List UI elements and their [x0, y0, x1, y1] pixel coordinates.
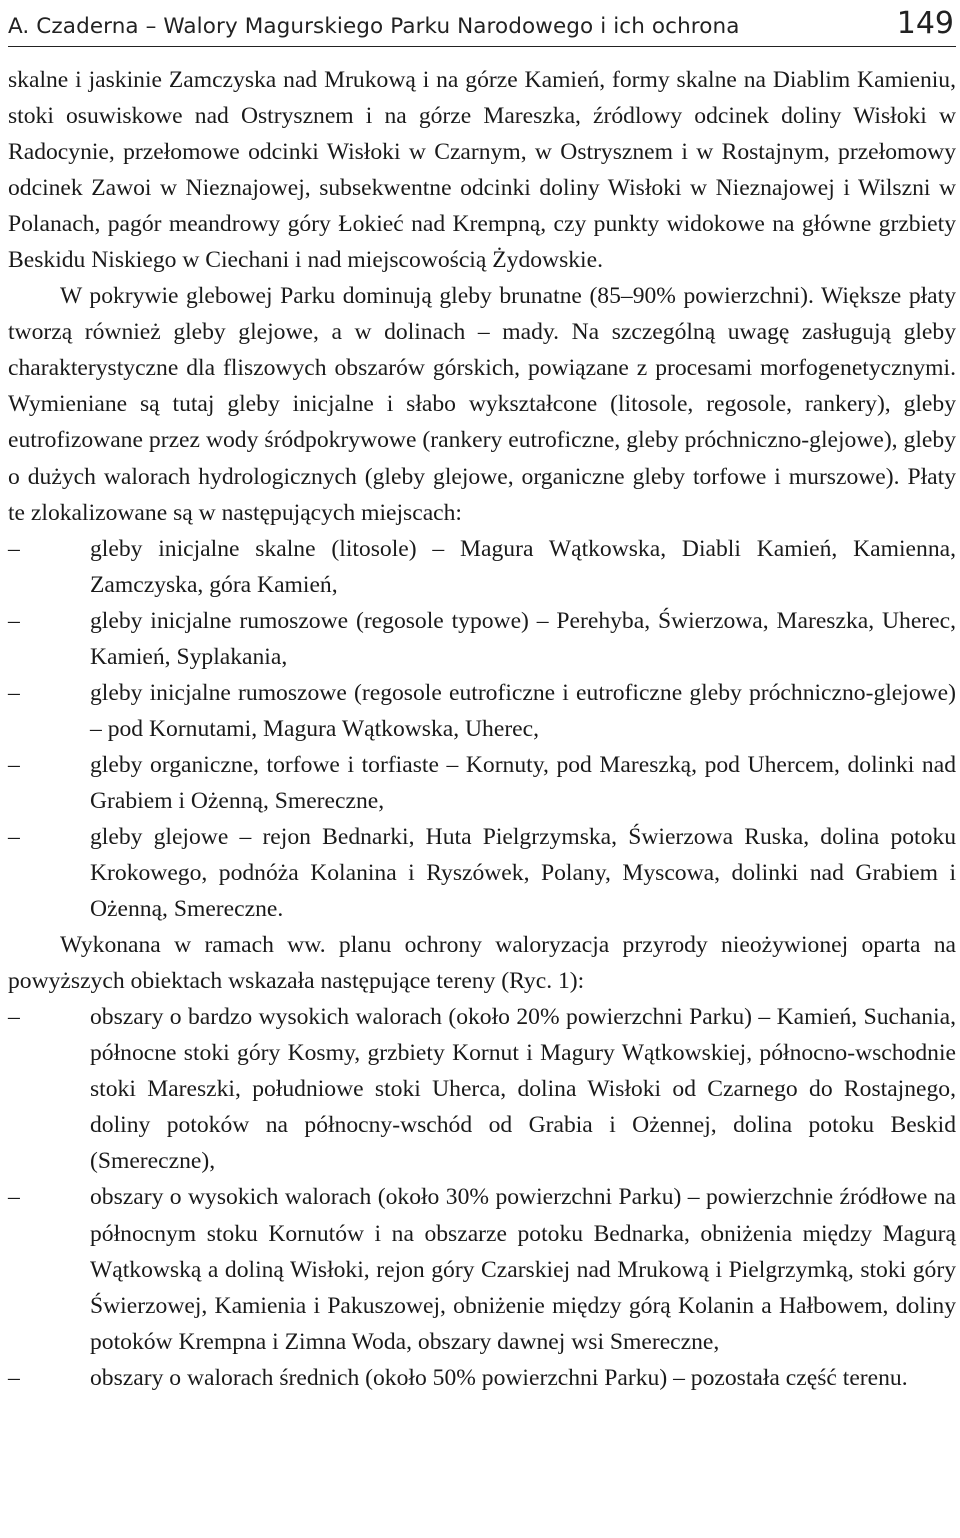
list-item: – obszary o walorach średnich (około 50% powierzchni Parku) – pozostała część terenu. [8, 1360, 956, 1396]
list-item: – gleby glejowe – rejon Bednarki, Huta Pielgrzymska, Świerzowa Ruska, dolina potoku Krokowego, podnóża Kolanina i Ryszówek, Polany, Myscowa, dolinki nad Grabiem i Ożenną, Smereczne. [8, 819, 956, 927]
paragraph-valuation: Wykonana w ramach ww. planu ochrony waloryzacja przyrody nieożywionej oparta na powyższych obiektach wskazała następujące tereny (Ryc. 1): [8, 932, 956, 995]
list-item: – obszary o bardzo wysokich walorach (około 20% powierzchni Parku) – Kamień, Suchania, północne stoki góry Kosmy, grzbiety Kornut i Magury Wątkowskiej, północno-wschodnie stoki Mareszki, południowe stoki Uherca, dolina Wisłoki od Czarnego do Rostajnego, doliny potoków na północny-wschód od Grabia i Ożennej, dolina potoku Beskid (Smereczne), [8, 999, 956, 1179]
paragraph-soils: W pokrywie glebowej Parku dominują gleby brunatne (85–90% powierzchni). Większe płaty tworzą również gleby glejowe, a w dolinach – mady. Na szczególną uwagę zasługują gleby charakterystyczne dla fliszowych obszarów górskich, powiązane z procesami morfogenetycznymi. Wymieniane są tutaj gleby inicjalne i słabo wykształcone (litosole, regosole, rankery), gleby eutrofizowane przez wody śródpokrywowe (rankery eutroficzne, gleby próchniczno-glejowe), gleby o dużych walorach hydrologicznych (gleby glejowe, organiczne gleby torfowe i murszowe). Płaty te zlokalizowane są w następujących miejscach: [8, 283, 956, 526]
page-header [8, 6, 956, 47]
soil-locations-list [8, 531, 956, 928]
page-number: 149 [896, 6, 954, 41]
list-item: – gleby inicjalne skalne (litosole) – Magura Wątkowska, Diabli Kamień, Kamienna, Zamczyska, góra Kamień, [8, 531, 956, 603]
body-text [8, 62, 956, 1396]
valuation-areas-list [8, 999, 956, 1396]
list-item: – gleby inicjalne rumoszowe (regosole typowe) – Perehyba, Świerzowa, Mareszka, Uherec, Kamień, Syplakania, [8, 603, 956, 675]
list-item: – gleby organiczne, torfowe i torfiaste – Kornuty, pod Mareszką, pod Uhercem, dolinki nad Grabiem i Ożenną, Smereczne, [8, 747, 956, 819]
paragraph-landforms: skalne i jaskinie Zamczyska nad Mrukową i na górze Kamień, formy skalne na Diablim Kamieniu, stoki osuwiskowe nad Ostrysznem i na górze Mareszka, źródlowy odcinek doliny Wisłoki w Radocynie, przełomowe odcinki Wisłoki w Czarnym, w Ostrysznem i w Rostajnym, przełomowy odcinek Zawoi w Nieznajowej, subsekwentne odcinki doliny Wisłoki w Nieznajowej i Wilszni w Polanach, pagór meandrowy góry Łokieć nad Krempną, czy punkty widokowe na główne grzbiety Beskidu Niskiego w Ciechani i nad miejscowością Żydowskie. [8, 67, 956, 274]
running-head: A. Czaderna – Walory Magurskiego Parku Narodowego i ich ochrona [8, 14, 740, 39]
list-item: – gleby inicjalne rumoszowe (regosole eutroficzne i eutroficzne gleby próchniczno-glejowe) – pod Kornutami, Magura Wątkowska, Uherec, [8, 675, 956, 747]
list-item: – obszary o wysokich walorach (około 30% powierzchni Parku) – powierzchnie źródłowe na północnym stoku Kornutów i na obszarze potoku Bednarka, obniżenia między Magurą Wątkowską a doliną Wisłoki, rejon góry Czarskiej nad Mrukową i Pielgrzymką, stoki góry Świerzowej, Kamienia i Pakuszowej, obniżenie między górą Kolanin a Hałbowem, doliny potoków Krempna i Zimna Woda, obszary dawnej wsi Smereczne, [8, 1179, 956, 1359]
